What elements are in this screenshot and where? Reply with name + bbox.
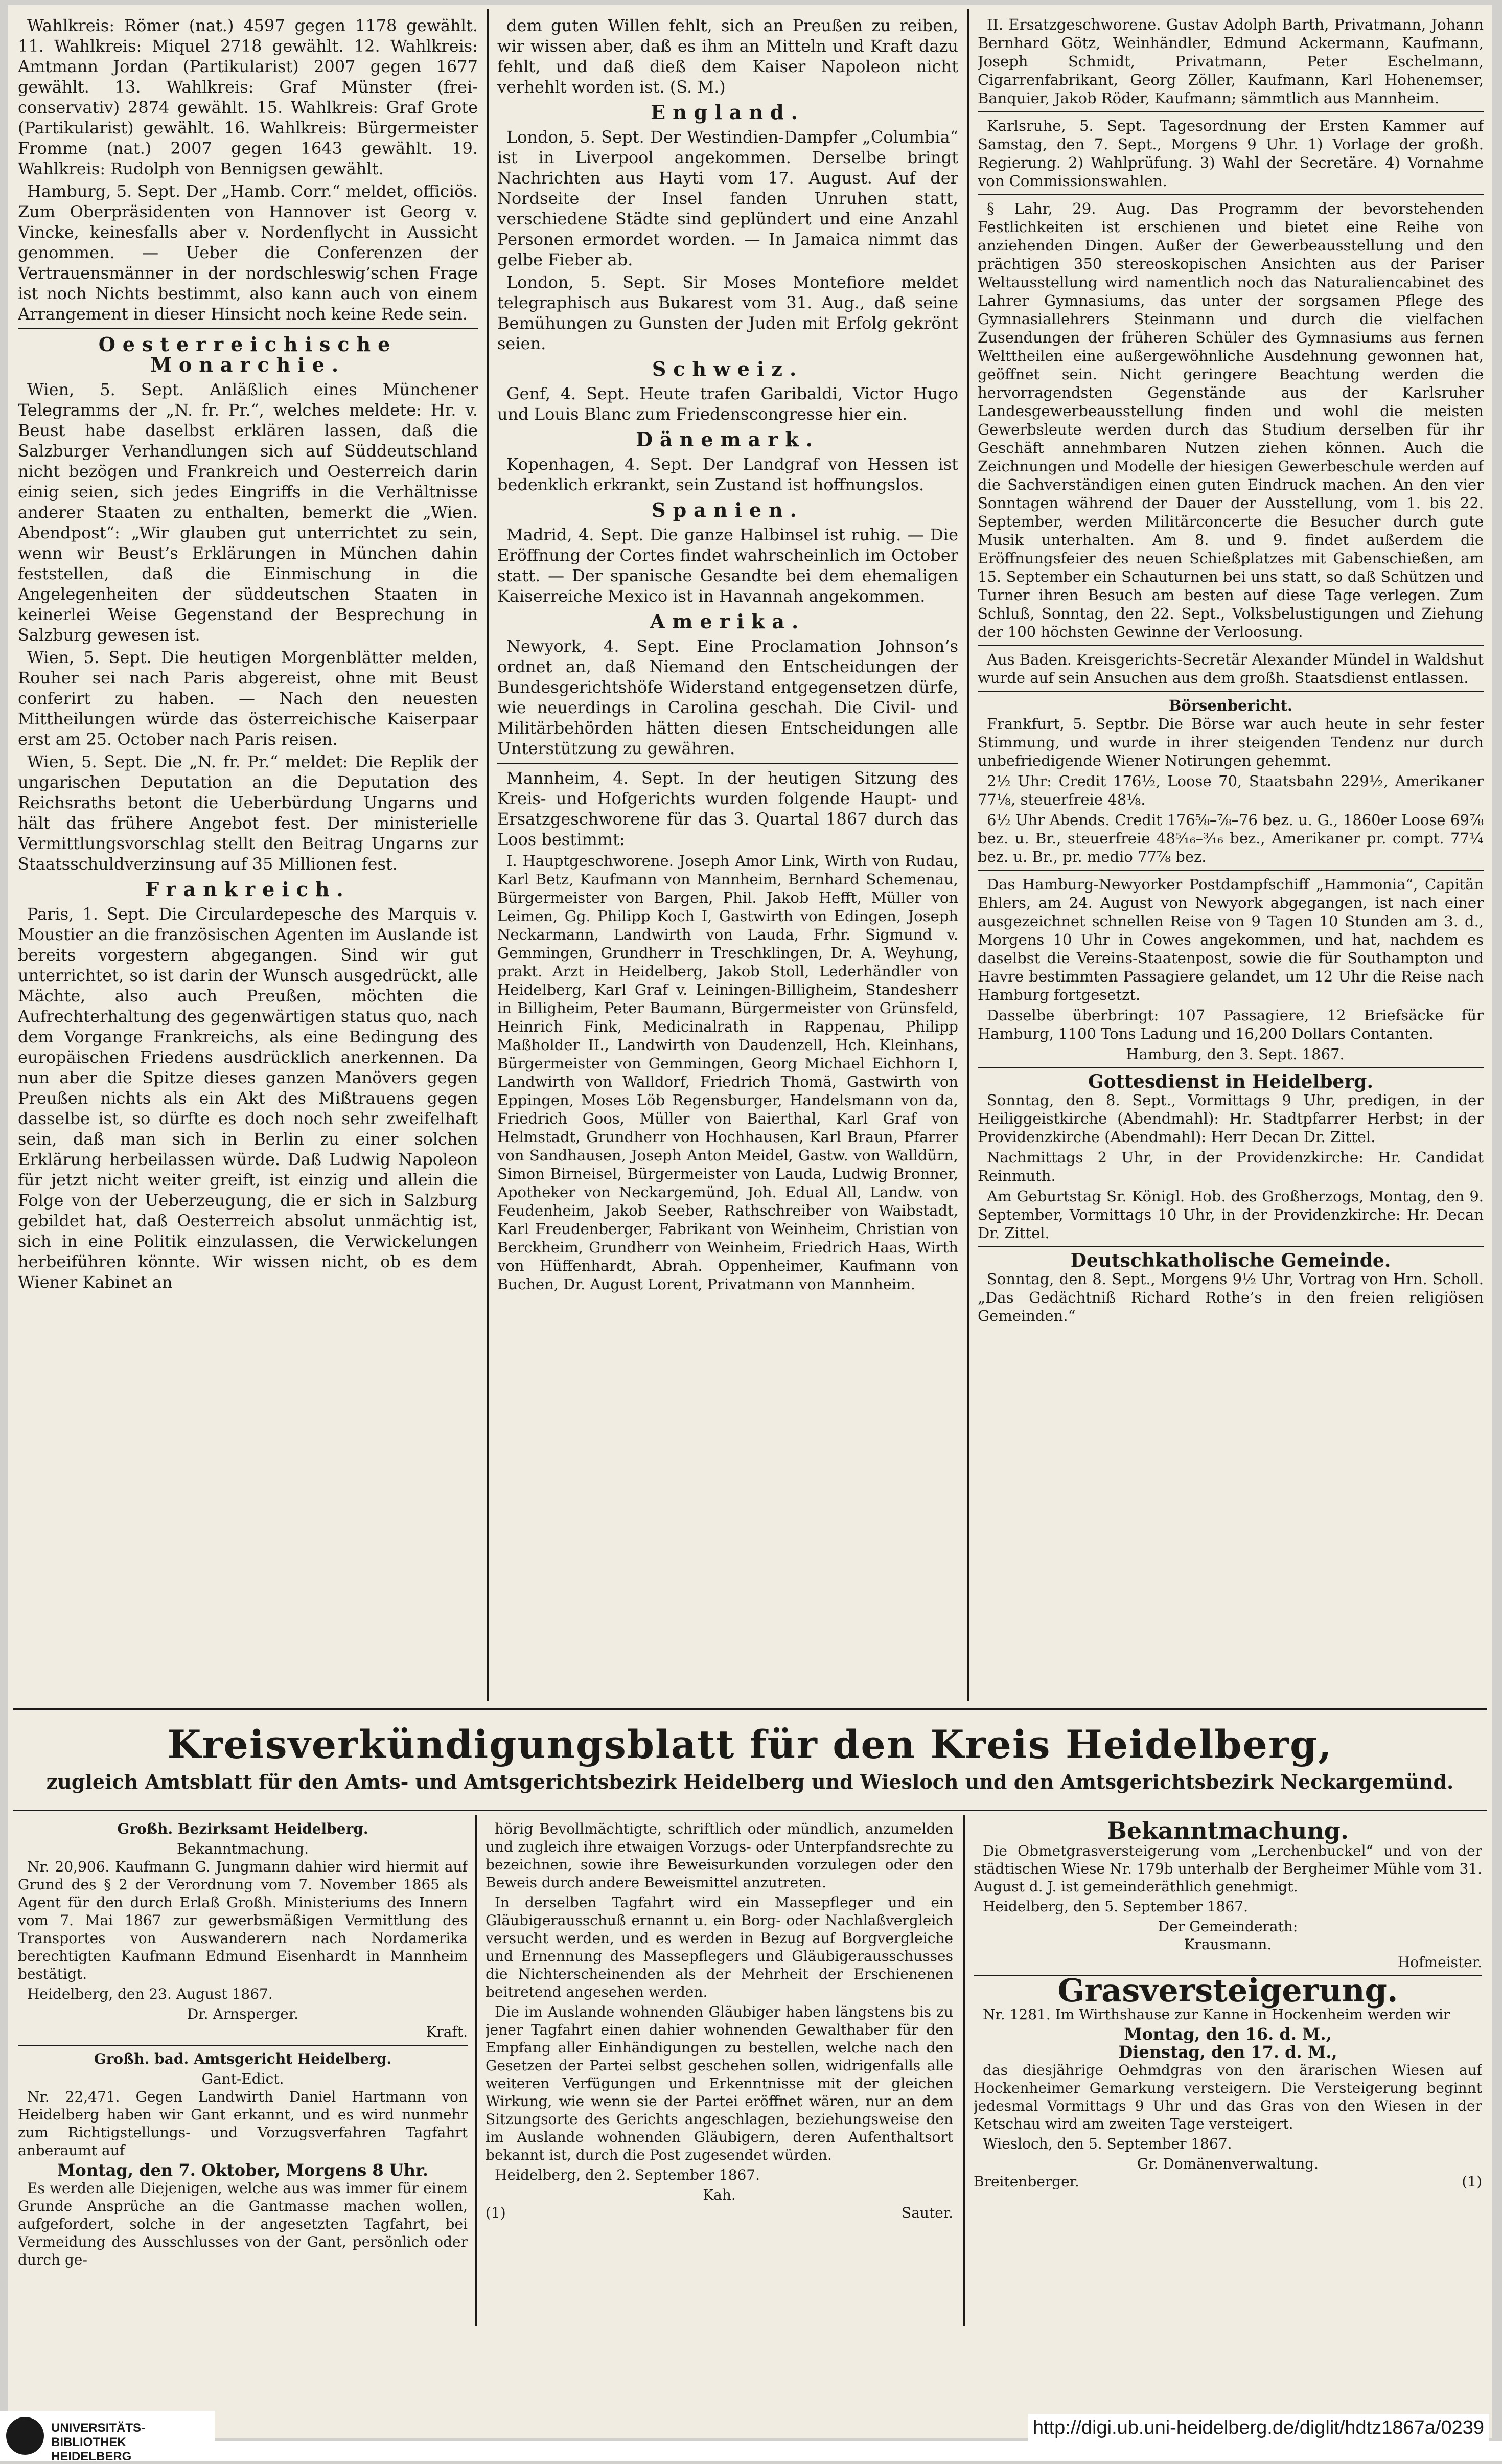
notice-text: Nr. 1281. Im Wirthshause zur Kanne in Hockenheim werden wir: [983, 2006, 1450, 2023]
article: Dasselbe überbringt: 107 Passagiere, 12 Briefsäcke für Hamburg, 1100 Tons Ladung und 16,200 Dollars Contanten.: [978, 1007, 1484, 1042]
bottom-rule-2: [963, 1815, 965, 2326]
divider: [978, 111, 1484, 112]
notice-signature: Hofmeister.: [1397, 1954, 1482, 1971]
article: Wien, 5. Sept. Die „N. fr. Pr.“ meldet: Die Replik der ungarischen Deputation an die Deputation des Reichsraths betont die Ueberbürdung Ungarns und hält das frühere Angebot fest. Der ministerielle Vermittlungsvorschlag stellt den Beitrag Ungarns zur Staatsschuldverzinsung auf 35 Millionen fest.: [18, 752, 478, 874]
article: Madrid, 4. Sept. Die ganze Halbinsel ist ruhig. — Die Eröffnung der Cortes findet wahrscheinlich im October statt. — Der spanische Gesandte bei dem ehemaligen Kaiserreiche Mexico ist in Havannah angekommen.: [497, 525, 958, 606]
column-2: [497, 15, 958, 1702]
article: Wien, 5. Sept. Anläßlich eines Münchener Telegramms der „N. fr. Pr.“, welches meldete: Hr. v. Beust habe daselbst erklären lassen, daß die Salzburger Verhandlungen sich auf Süddeutschland nicht bezögen und Frankreich und Oesterreich darin einig seien, sich jedes Eingriffs in die Verhältnisse anderer Staaten zu enthalten, bemerkt die „Wien. Abendpost“: „Wir glauben gut unterrichtet zu sein, wenn wir Beust’s Erklärungen in München dahin feststellen, daß die Einmischung in die Angelegenheiten der süddeutschen Staaten in keinerlei Weise Gegenstand der Besprechung in Salzburg gewesen ist.: [18, 380, 478, 645]
notice-text: hörig Bevollmächtigte, schriftlich oder mündlich, anzumelden und zugleich ihre etwaigen Vorzugs- oder Unterpfandsrechte zu bezeichnen, sowie ihre Beweisurkunden vorzulegen oder den Beweis durch andere Beweismittel anzutreten.: [486, 1820, 953, 1891]
section-heading: Dänemark.: [636, 428, 820, 451]
notice-subheading: Bekanntmachung.: [177, 1840, 309, 1857]
article: Das Hamburg-Newyorker Postdampfschiff „Hammonia“, Capitän Ehlers, am 24. August von Newyork abgegangen, ist nach einer ausgezeichnet schnellen Reise von 9 Tagen 10 Stunden am 3. d., Morgens 10 Uhr in Cowes angekommen, und hat, nachdem es daselbst die Vereins-Staatenpost, sowie die für Southampton und Havre bestimmten Passagiere gelandet, um 12 Uhr die Reise nach Hamburg fortgesetzt.: [978, 876, 1484, 1003]
notice-name: Dr. Arnsperger.: [187, 2005, 299, 2022]
bottom-column-3: [974, 1820, 1482, 2331]
notice-date-highlight: Dienstag, den 17. d. M.,: [1118, 2042, 1337, 2062]
section-heading: Börsenbericht.: [1168, 697, 1293, 714]
divider: [978, 645, 1484, 646]
section-heading: Oesterreichische Monarchie.: [98, 333, 398, 376]
article: Mannheim, 4. Sept. In der heutigen Sitzung des Kreis- und Hofgerichts wurden folgende Haupt- und Ersatzgeschworene für das 3. Quartal 1867 durch das Loos bestimmt:: [497, 768, 958, 849]
section-heading: Gottesdienst in Heidelberg.: [1088, 1071, 1374, 1092]
masthead: [23, 1720, 1477, 1795]
article: Nachmittags 2 Uhr, in der Providenzkirche: Hr. Candidat Reinmuth.: [978, 1149, 1484, 1184]
article: London, 5. Sept. Der Westindien-Dampfer „Columbia“ ist in Liverpool angekommen. Derselbe bringt Nachrichten aus Hayti vom 17. August. Auf der Nordseite der Insel fanden Unruhen statt, verschiedene Städte sind geplündert und eine Anzahl Personen ermordet worden. — In Jamaica nimmt das gelbe Fieber ab.: [497, 127, 958, 269]
divider: [978, 870, 1484, 871]
notice-org: Gr. Domänenverwaltung.: [1137, 2155, 1319, 2172]
notice-title: Bekanntmachung.: [1107, 1820, 1349, 1844]
article: dem guten Willen fehlt, sich an Preußen zu reiben, wir wissen aber, daß es ihm an Mitteln und Kraft dazu fehlt, und daß dieß dem Kaiser Napoleon nicht verhehlt worden ist. (S. M.): [497, 16, 958, 97]
masthead-subtitle: zugleich Amtsblatt für den Amts- und Amtsgerichtsbezirk Heidelberg und Wiesloch und den Amtsgerichtsbezirk Neckargemünd.: [46, 1770, 1454, 1793]
bottom-rule-1: [475, 1815, 477, 2326]
notice-text: In derselben Tagfahrt wird ein Massepfleger und ein Gläubigerausschuß ernannt u. ein Borg- oder Nachlaßvergleich versucht werden, und es werden in Bezug auf Borgvergleiche und Ernennung des Massepflegers und Gläubigerausschusses die Nichterscheinenden als der Mehrheit der Erschienenen beitretend angesehen werden.: [486, 1894, 953, 2000]
column-1: [18, 15, 478, 1702]
notice-text: Es werden alle Diejenigen, welche aus was immer für einem Grunde Ansprüche an die Gantmasse machen wollen, aufgefordert, solche in der angesetzten Tagfahrt, bei Vermeidung des Ausschlusses von der Gant, persönlich oder durch ge-: [18, 2180, 468, 2268]
column-rule-1: [487, 9, 489, 1701]
section-heading: Deutschkatholische Gemeinde.: [1070, 1250, 1391, 1271]
notice-number: (1): [1462, 2173, 1482, 2190]
masthead-title: Kreisverkündigungsblatt für den Kreis Heidelberg,: [167, 1722, 1333, 1767]
notice-date: Heidelberg, den 2. September 1867.: [495, 2166, 760, 2183]
article: I. Hauptgeschworene. Joseph Amor Link, Wirth von Rudau, Karl Betz, Kaufmann von Mannheim, Bernhard Schemenau, Bürgermeister von Bargen, Phil. Jakob Hefft, Müller von Leimen, Gg. Philipp Koch I, Gastwirth von Edingen, Joseph Neckarmann, Landwirth von Lauda, Frhr. Sigmund v. Gemmingen, Grundherr in Treschklingen, Dr. A. Weyhung, prakt. Arzt in Heidelberg, Jakob Stoll, Lederhändler von Heidelberg, Karl Graf v. Leiningen-Billigheim, Standesherr in Billigheim, Peter Baumann, Bürgermeister von Grünsfeld, Heinrich Fink, Medicinalrath in Rappenau, Philipp Maßholder II., Landwirth von Daudenzell, Hch. Kleinhans, Bürgermeister von Gemmingen, Georg Michael Eichhorn I, Landwirth von Walldorf, Friedrich Thomä, Gastwirth von Eppingen, Moses Löb Regensburger, Handelsmann von da, Friedrich Goos, Müller von Baierthal, Karl Graf von Helmstadt, Grundherr von Hochhausen, Karl Braun, Pfarrer von Sandhausen, Joseph Anton Meidel, Gastw. von Walldürn, Simon Birneisel, Bürgermeister von Lauda, Ludwig Bronner, Apotheker von Neckargemünd, Joh. Edual All, Landw. von Feudenheim, Jakob Seeber, Rathschreiber von Waibstadt, Karl Freudenberger, Fabrikant von Weinheim, Christian von Berckheim, Grundherr von Weinheim, Friedrich Haas, Wirth von Hüffenhardt, Abrah. Oppenheimer, Kaufmann von Buchen, Dr. August Lorent, Privatmann von Mannheim.: [497, 852, 958, 1293]
notice-heading: Großh. bad. Amtsgericht Heidelberg.: [94, 2050, 392, 2067]
article: Aus Baden. Kreisgerichts-Secretär Alexander Mündel in Waldshut wurde auf sein Ansuchen aus dem großh. Staatsdienst entlassen.: [978, 651, 1484, 687]
notice-org: Der Gemeinderath:: [1158, 1918, 1298, 1935]
notice-signature: Kraft.: [426, 2023, 468, 2040]
column-3: [978, 15, 1484, 1702]
article: Wien, 5. Sept. Die heutigen Morgenblätter melden, Rouher sei nach Paris abgereist, ohne mit Beust conferirt zu haben. — Nach den neuesten Mittheilungen würde das österreichische Kaiserpaar erst am 25. October nach Paris reisen.: [18, 648, 478, 749]
notice-subheading: Gant-Edict.: [201, 2070, 284, 2087]
divider: [978, 1246, 1484, 1247]
notice-signature: Sauter.: [902, 2204, 953, 2221]
article: Kopenhagen, 4. Sept. Der Landgraf von Hessen ist bedenklich erkrankt, sein Zustand ist hoffnungslos.: [497, 454, 958, 494]
notice-date-highlight: Montag, den 7. Oktober, Morgens 8 Uhr.: [57, 2160, 429, 2180]
library-name: UNIVERSITÄTS- BIBLIOTHEK HEIDELBERG: [51, 2421, 146, 2463]
section-heading: Amerika.: [650, 610, 806, 633]
article: § Lahr, 29. Aug. Das Programm der bevorstehenden Festlichkeiten ist erschienen und bietet eine Reihe von anziehenden Dingen. Außer der Gewerbeausstellung und den prächtigen 350 stereoskopischen Ansichten aus der Pariser Weltausstellung wird namentlich noch das Naturaliencabinet des Lahrer Gymnasiums, das unter der sorgsamen Pflege des Gymnasiallehrers Steinmann und durch die vielfachen Zusendungen der früheren Schüler des Gymnasiums aus fernen Welttheilen eine außergewöhnliche Ausdehnung gewonnen hat, geöffnet sein. Nicht geringere Beachtung werden die hervorragendsten Gegenstände aus der Karlsruher Landesgewerbeausstellung finden und wohl die meisten Gewerbsleute werden durch das Studium derselben für ihr Geschäft annehmbaren Nutzen ziehen können. Auch die Zeichnungen und Modelle der hiesigen Gewerbeschule werden auf die Sachverständigen einen guten Eindruck machen. An den vier Sonntagen während der Dauer der Ausstellung, vom 1. bis 22. September, werden Militärconcerte die Besucher durch gute Musik unterhalten. Am 8. und 9. findet außerdem die Eröffnungsfeier des neuen Schießplatzes mit Gabenschießen, am 15. September ein Schauturnen bei uns statt, so daß Schützen und Turner ihren Besuch am besten auf diese Tage verlegen. Zum Schluß, Sonntag, den 22. Sept., Volksbelustigungen und Ziehung der 100 höchsten Gewinne der Verloosung.: [978, 200, 1484, 641]
notice-date: Wiesloch, den 5. September 1867.: [983, 2135, 1232, 2152]
article: Wahlkreis: Römer (nat.) 4597 gegen 1178 gewählt. 11. Wahlkreis: Miquel 2718 gewählt. 12. Wahlkreis: Amtmann Jordan (Partikularist) 2007 gegen 1677 gewählt. 13. Wahlkreis: Graf Münster (frei-conservativ) 2874 gewählt. 15. Wahlkreis: Graf Grote (Partikularist) gewählt. 16. Wahlkreis: Bürgermeister Fromme (nat.) 2007 gegen 1643 gewählt. 19. Wahlkreis: Rudolph von Bennigsen gewählt.: [18, 16, 478, 178]
notice-title: Grasversteigerung.: [1057, 1972, 1398, 2009]
notice-footer-row: [486, 2204, 953, 2222]
notice-date: Heidelberg, den 23. August 1867.: [27, 1986, 273, 2002]
article: Paris, 1. Sept. Die Circulardepesche des Marquis v. Moustier an die französischen Agenten im Auslande ist bereits vorgestern abgegangen. Sind wir gut unterrichtet, so ist darin der Wunsch ausgedrückt, alle Mächte, also auch Preußen, möchten die Aufrechterhaltung des gegenwärtigen status quo, nach dem Vorgange Frankreichs, als eine Bedingung des europäischen Friedens ausdrücklich anerkennen. Da nun aber die Spitze dieses ganzen Manövers gegen Preußen nichts als ein Akt des Mißtrauens gegen dasselbe ist, so dürfte es doch noch sehr zweifelhaft sein, daß man sich in Berlin zu einer solchen Erklärung herbeilassen würde. Daß Ludwig Napoleon für jetzt nicht weiter greift, ist einzig und allein die Folge von der Ueberzeugung, die er sich in Salzburg gebildet hat, daß Oesterreich absolut unmächtig ist, sich in eine Politik einzulassen, die Verwickelungen herbeiführen könnte. Wir wissen nicht, ob es dem Wiener Kabinet an: [18, 904, 478, 1292]
notice-heading: Großh. Bezirksamt Heidelberg.: [117, 1820, 368, 1837]
notice-name: Kah.: [703, 2186, 736, 2203]
notice-text: das diesjährige Oehmdgras von den ärarischen Wiesen auf Hockenheimer Gemarkung versteigern. Die Versteigerung beginnt jedesmal Vormittags 9 Uhr und das Gras von den Wiesen in der Ketschau wird am zweiten Tage versteigert.: [974, 2062, 1482, 2132]
section-heading: Frankreich.: [145, 878, 351, 901]
source-url-link[interactable]: http://digi.ub.uni-heidelberg.de/diglit/hdtz1867a/0239: [1028, 2414, 1489, 2442]
section-heading: England.: [651, 101, 805, 124]
notice-text: Nr. 20,906. Kaufmann G. Jungmann dahier wird hiermit auf Grund des § 2 der Verordnung vom 7. November 1865 als Agent für den durch Erlaß Großh. Ministeriums des Innern vom 7. Mai 1867 zur gewerbsmäßigen Vermittlung des Transportes von Auswanderern nach Nordamerika berechtigten Kaufmann Edmund Eisenhardt in Mannheim bestätigt.: [18, 1858, 468, 1982]
article: Sonntag, den 8. Sept., Vormittags 9 Uhr, predigen, in der Heiliggeistkirche (Abendmahl): Hr. Stadtpfarrer Herbst; in der Providenzkirche (Abendmahl): Herr Decan Dr. Zittel.: [978, 1091, 1484, 1146]
divider: [18, 328, 478, 329]
divider: [978, 1067, 1484, 1068]
library-logo: [0, 2411, 215, 2461]
article: Hamburg, 5. Sept. Der „Hamb. Corr.“ meldet, officiös. Zum Oberpräsidenten von Hannover ist Georg v. Vincke, keinesfalls aber v. Nordenflycht in Aussicht genommen. — Ueber die Conferenzen der Vertrauensmänner in der nordschleswig’schen Frage ist noch Nichts bestimmt, also kann auch von einem Arrangement in dieser Hinsicht noch keine Rede sein.: [18, 181, 478, 324]
article: Hamburg, den 3. Sept. 1867.: [1126, 1045, 1345, 1063]
column-rule-2: [967, 9, 969, 1701]
article: II. Ersatzgeschworene. Gustav Adolph Barth, Privatmann, Johann Bernhard Götz, Weinhändler, Edmund Ackermann, Kaufmann, Joseph Schmidt, Privatmann, Peter Eschelmann, Cigarrenfabrikant, Georg Zöller, Kaufmann, Karl Hohenemser, Banquier, Jakob Röder, Kaufmann; sämmtlich aus Mannheim.: [978, 16, 1484, 107]
notice-number: (1): [486, 2204, 506, 2221]
article: Genf, 4. Sept. Heute trafen Garibaldi, Victor Hugo und Louis Blanc zum Friedenscongresse hier ein.: [497, 384, 958, 424]
notice-name: Krausmann.: [1184, 1936, 1272, 1953]
notice-footer-row: [974, 2173, 1482, 2191]
article: London, 5. Sept. Sir Moses Montefiore meldet telegraphisch aus Bukarest vom 31. Aug., daß seine Bemühungen zu Gunsten der Juden mit Erfolg gekrönt seien.: [497, 272, 958, 353]
article: Karlsruhe, 5. Sept. Tagesordnung der Ersten Kammer auf Samstag, den 7. Sept., Morgens 9 Uhr. 1) Vorlage der großh. Regierung. 2) Wahlprüfung. 3) Wahl der Secretäre. 4) Vornahme von Commissionswahlen.: [978, 117, 1484, 190]
divider: [18, 2045, 468, 2046]
masthead-rule-bottom: [13, 1810, 1487, 1811]
article: Frankfurt, 5. Septbr. Die Börse war auch heute in sehr fester Stimmung, und wurde in ihrer steigenden Tendenz nur durch unbefriedigende Wiener Notirungen gehemmt.: [978, 715, 1484, 769]
article: Am Geburtstag Sr. Königl. Hob. des Großherzogs, Montag, den 9. September, Vormittags 10 Uhr, in der Providenzkirche: Hr. Decan Dr. Zittel.: [978, 1188, 1484, 1242]
footer-bar: [0, 2441, 1502, 2461]
newspaper-page: [8, 5, 1492, 2438]
section-heading: Spanien.: [652, 498, 804, 521]
masthead-rule-top: [13, 1708, 1487, 1710]
university-seal-icon: [6, 2417, 44, 2455]
article: 2½ Uhr: Credit 176½, Loose 70, Staatsbahn 229½, Amerikaner 77⅛, steuerfreie 48⅛.: [978, 772, 1484, 808]
divider: [978, 691, 1484, 692]
article: Newyork, 4. Sept. Eine Proclamation Johnson’s ordnet an, daß Niemand den Entscheidungen der Bundesgerichtshöfe Widerstand entgegensetzen dürfe, wie neuerdings in Carolina geschah. Die Civil- und Militärbehörden hätten diesen Entscheidungen alle Unterstützung zu gewähren.: [497, 636, 958, 758]
bottom-column-2: [486, 1820, 953, 2331]
divider: [978, 194, 1484, 195]
notice-date-highlight: Montag, den 16. d. M.,: [1124, 2024, 1332, 2044]
notice-text: Die im Auslande wohnenden Gläubiger haben längstens bis zu jener Tagfahrt einen dahier wohnenden Gewalthaber für den Empfang aller Einhändigungen zu bestellen, welche nach den Gesetzen der Partei selbst geschehen sollen, widrigenfalls alle weiteren Verfügungen und Erkenntnisse mit der gleichen Wirkung, wie wenn sie der Partei eröffnet wären, nur an dem Sitzungsorte des Gerichts angeschlagen, beziehungsweise den im Auslande wohnenden Gläubigern, deren Aufenthaltsort bekannt ist, durch die Post zugesendet würden.: [486, 2003, 953, 2163]
divider: [497, 763, 958, 764]
section-heading: Schweiz.: [652, 357, 804, 380]
bottom-column-1: [18, 1820, 468, 2331]
article: 6½ Uhr Abends. Credit 176⅝–⅞–76 bez. u. G., 1860er Loose 69⅞ bez. u. Br., steuerfreie 48⁵⁄₁₆–³⁄₁₆ bez., Amerikaner pr. compt. 77¼ bez. u. Br., pr. medio 77⅞ bez.: [978, 811, 1484, 865]
notice-date: Heidelberg, den 5. September 1867.: [983, 1898, 1249, 1915]
notice-text: Nr. 22,471. Gegen Landwirth Daniel Hartmann von Heidelberg haben wir Gant erkannt, und es wird nunmehr zum Richtigstellungs- und Vorzugsverfahren Tagfahrt anberaumt auf: [18, 2088, 468, 2159]
article: Sonntag, den 8. Sept., Morgens 9½ Uhr, Vortrag von Hrn. Scholl. „Das Gedächtniß Richard Rothe’s in den freien religiösen Gemeinden.“: [978, 1270, 1484, 1325]
notice-name: Breitenberger.: [974, 2173, 1079, 2190]
notice-text: Die Obmetgrasversteigerung vom „Lerchenbuckel“ und von der städtischen Wiese Nr. 179b unterhalb der Bergheimer Mühle vom 31. August d. J. ist gemeinderäthlich genehmigt.: [974, 1842, 1482, 1895]
